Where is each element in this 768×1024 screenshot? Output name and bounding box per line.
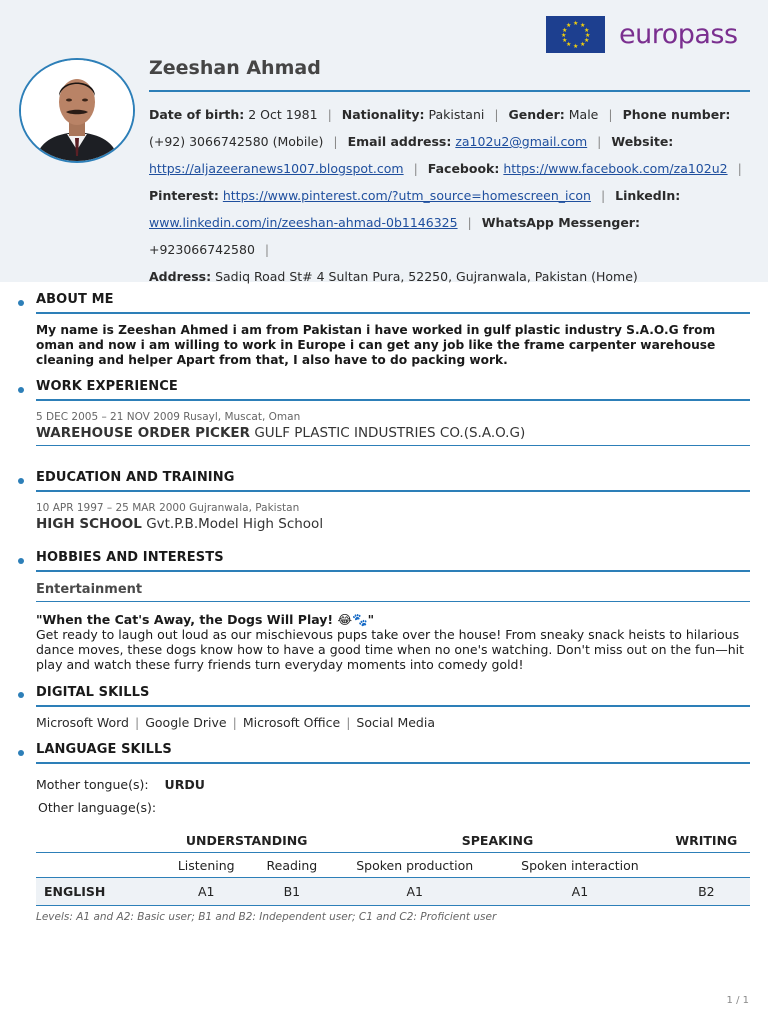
education-section [36, 470, 750, 492]
profile-photo [19, 58, 135, 163]
level-reading: B1 [283, 884, 301, 899]
name-divider [149, 90, 750, 92]
mother-tongue-label: Mother tongue(s): [36, 777, 149, 792]
section-rule [36, 490, 750, 492]
skill-item: Microsoft Word [36, 715, 129, 730]
skill-item: Google Drive [145, 715, 227, 730]
personal-info [149, 101, 749, 290]
gender-value: Male [568, 107, 599, 122]
education-qualification: HIGH SCHOOL [36, 516, 142, 532]
separator: | [467, 215, 472, 230]
sub-listening: Listening [177, 857, 235, 873]
education-school: Gvt.P.B.Model High School [146, 516, 324, 532]
section-bullet [18, 558, 24, 564]
email-link[interactable]: za102u2@gmail.com [455, 134, 588, 149]
section-bullet [18, 750, 24, 756]
header-writing: WRITING [675, 832, 738, 848]
separator: | [346, 715, 351, 730]
phone-value: (+92) 3066742580 (Mobile) [149, 134, 324, 149]
work-entry [36, 411, 750, 446]
section-rule [36, 762, 750, 764]
education-title: EDUCATION AND TRAINING [36, 470, 235, 485]
language-table [36, 828, 750, 906]
section-rule [36, 705, 750, 707]
level-spoken-interaction: A1 [571, 884, 589, 899]
education-dates-location: 10 APR 1997 – 25 MAR 2000 Gujranwala, Pakistan [36, 502, 300, 514]
language-section [36, 742, 750, 764]
work-title: WORK EXPERIENCE [36, 379, 178, 394]
hobbies-section [36, 550, 750, 572]
email-label: Email address: [347, 134, 452, 149]
section-bullet [18, 387, 24, 393]
level-spoken-production: A1 [406, 884, 423, 899]
entry-rule [36, 445, 750, 446]
hobby-description: Get ready to laugh out loud as our mischievous pups take over the house! From sneaky snack heists to hilarious dance moves, these dogs know how to have a good time when no one's watching. Don't miss out on the fun—hit play and watch these furry friends turn everyday moments into comedy gold! [36, 627, 745, 672]
education-entry [36, 502, 750, 532]
section-rule [36, 312, 750, 314]
header-speaking: SPEAKING [461, 832, 534, 848]
separator: | [264, 242, 270, 257]
phone-label: Phone number: [622, 107, 731, 122]
gender-label: Gender: [508, 107, 565, 122]
work-section [36, 379, 750, 401]
work-role: WAREHOUSE ORDER PICKER [36, 425, 251, 441]
skill-item: Microsoft Office [242, 715, 341, 730]
digital-skill-list [36, 715, 750, 730]
mother-tongue-row [36, 777, 750, 792]
website-link[interactable]: https://aljazeeranews1007.blogspot.com [149, 161, 404, 176]
person-name: Zeeshan Ahmad [149, 57, 321, 79]
table-row [36, 878, 750, 906]
eu-flag-icon: ★ ★ ★ ★ ★ ★ ★ ★ ★ ★ ★ ★ [546, 16, 605, 53]
about-title: ABOUT ME [36, 292, 114, 307]
pinterest-link[interactable]: https://www.pinterest.com/?utm_source=homescreen_icon [222, 188, 591, 203]
page-number: 1 / 1 [726, 995, 749, 1006]
logo-wordmark: europass [619, 19, 738, 50]
separator: | [600, 188, 606, 203]
separator: | [135, 715, 140, 730]
work-employer: GULF PLASTIC INDUSTRIES CO.(S.A.O.G) [254, 425, 526, 441]
linkedin-label: LinkedIn: [615, 188, 681, 203]
language-title: LANGUAGE SKILLS [36, 742, 172, 757]
address-value: Sadiq Road St# 4 Sultan Pura, 52250, Gujranwala, Pakistan (Home) [215, 269, 638, 284]
sub-reading: Reading [266, 857, 318, 873]
hobby-headline: "When the Cat's Away, the Dogs Will Play! 😂🐾" [36, 612, 375, 627]
hobby-category: Entertainment [36, 582, 143, 597]
other-languages-label: Other language(s): [38, 800, 157, 815]
separator: | [608, 107, 613, 122]
linkedin-link[interactable]: www.linkedin.com/in/zeeshan-ahmad-0b1146325 [149, 215, 458, 230]
about-section [36, 292, 750, 314]
level-listening: A1 [197, 884, 215, 899]
digital-title: DIGITAL SKILLS [36, 685, 150, 700]
language-table-subheader [36, 853, 750, 878]
separator: | [413, 161, 418, 176]
whatsapp-label: WhatsApp Messenger: [481, 215, 640, 230]
website-label: Website: [611, 134, 674, 149]
section-rule [36, 570, 750, 572]
header-understanding: UNDERSTANDING [185, 832, 308, 848]
section-bullet [18, 300, 24, 306]
section-bullet [18, 692, 24, 698]
europass-logo[interactable] [546, 16, 738, 53]
mother-tongue-value: URDU [164, 777, 205, 792]
language-table-header [36, 828, 750, 853]
separator: | [232, 715, 237, 730]
separator: | [494, 107, 499, 122]
dob-label: Date of birth: [149, 107, 245, 122]
skill-item: Social Media [356, 715, 435, 730]
separator: | [327, 107, 332, 122]
sub-spoken-interaction: Spoken interaction [521, 857, 639, 873]
separator: | [333, 134, 338, 149]
nationality-label: Nationality: [341, 107, 425, 122]
section-rule [36, 399, 750, 401]
pinterest-label: Pinterest: [149, 188, 219, 203]
nationality-value: Pakistani [428, 107, 485, 122]
section-bullet [18, 478, 24, 484]
hobbies-entry [36, 582, 750, 672]
digital-section [36, 685, 750, 707]
facebook-label: Facebook: [427, 161, 500, 176]
language-name: ENGLISH [44, 884, 106, 899]
separator: | [597, 134, 602, 149]
entry-rule [36, 601, 750, 602]
sub-spoken-production: Spoken production [356, 857, 474, 873]
address-label: Address: [149, 269, 212, 284]
work-dates-location: 5 DEC 2005 – 21 NOV 2009 Rusayl, Muscat, Oman [36, 411, 301, 423]
dob-value: 2 Oct 1981 [248, 107, 318, 122]
about-text: My name is Zeeshan Ahmed i am from Pakistan i have worked in gulf plastic industry S.A.O.G from oman and now i am willing to work in Europe i can get any job like the frame carpenter warehouse cleaning and helper Apart from that, I also have to do packing work. [36, 323, 716, 367]
levels-note: Levels: A1 and A2: Basic user; B1 and B2: Independent user; C1 and C2: Proficient user [36, 911, 497, 923]
whatsapp-value: +923066742580 [149, 242, 255, 257]
hobbies-title: HOBBIES AND INTERESTS [36, 550, 224, 565]
level-writing: B2 [698, 884, 715, 899]
separator: | [737, 161, 742, 176]
facebook-link[interactable]: https://www.facebook.com/za102u2 [503, 161, 728, 176]
